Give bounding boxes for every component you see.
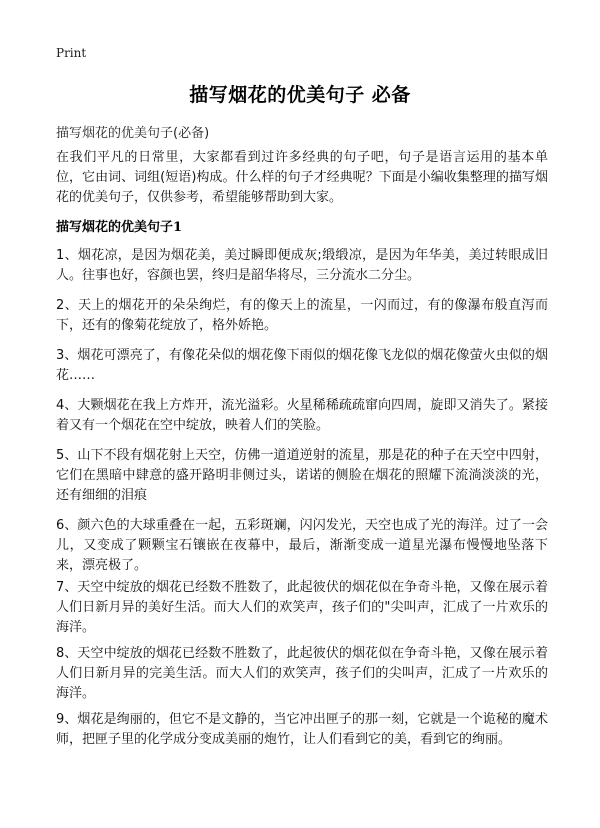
paragraph-6: 6、颜六色的大球重叠在一起，五彩斑斓，闪闪发光，天空也成了光的海洋。过了一会儿，又变成了颗颗宝石镶嵌在夜幕中，最后，渐渐变成一道星光瀑布慢慢地坠落下来，漂亮极了。 bbox=[56, 518, 548, 573]
print-label: Print bbox=[56, 46, 87, 60]
paragraph-8: 8、天空中绽放的烟花已经数不胜数了，此起彼伏的烟花似在争奇斗艳，又像在展示着人们日新月异的完美生活。而大人们的欢笑声，孩子们的尖叫声，汇成了一片欢乐的海洋。 bbox=[56, 646, 548, 701]
paragraph-5: 5、山下不段有烟花射上天空，仿佛一道道逆射的流星，那是花的种子在天空中四射，它们在黑暗中肆意的盛开路明非侧过头，诺诺的侧脸在烟花的照耀下流淌淡淡的光，还有细细的泪痕 bbox=[56, 448, 548, 503]
paragraph-1: 1、烟花凉，是因为烟花美，美过瞬即便成灰;缎缎凉，是因为年华美，美过转眼成旧人。往事也好，容颜也罢，终归是韶华将尽，三分流水二分尘。 bbox=[56, 248, 548, 283]
paragraph-9: 9、烟花是绚丽的，但它不是文静的，当它冲出匣子的那一刻，它就是一个诡秘的魔术师，把匣子里的化学成分变成美丽的炮竹，让人们看到它的美，看到它的绚丽。 bbox=[56, 712, 548, 747]
page-title: 描写烟花的优美句子 必备 bbox=[189, 84, 411, 106]
section-heading: 描写烟花的优美句子1 bbox=[56, 220, 183, 235]
paragraph-4: 4、大颗烟花在我上方炸开，流光溢彩。火星稀稀疏疏窜向四周，旋即又消失了。紧接着又有一个烟花在空中绽放，映着人们的笑脸。 bbox=[56, 398, 548, 433]
subtitle: 描写烟花的优美句子(必备) bbox=[56, 126, 210, 141]
paragraph-3: 3、烟花可漂亮了，有像花朵似的烟花像下雨似的烟花像飞龙似的烟花像萤火虫似的烟花…… bbox=[56, 348, 548, 383]
intro-paragraph: 在我们平凡的日常里，大家都看到过许多经典的句子吧，句子是语言运用的基本单位，它由词、词组(短语)构成。什么样的句子才经典呢？下面是小编收集整理的描写烟花的优美句子，仅供参考，希望能够帮助到大家。 bbox=[56, 150, 548, 205]
paragraph-2: 2、天上的烟花开的朵朵绚烂，有的像天上的流星，一闪而过，有的像瀑布般直泻而下，还有的像菊花绽放了，格外娇艳。 bbox=[56, 298, 548, 333]
paragraph-7: 7、天空中绽放的烟花已经数不胜数了，此起彼伏的烟花似在争奇斗艳，又像在展示着人们日新月异的美好生活。而大人们的欢笑声，孩子们的"尖叫声，汇成了一片欢乐的海洋。 bbox=[56, 580, 548, 635]
